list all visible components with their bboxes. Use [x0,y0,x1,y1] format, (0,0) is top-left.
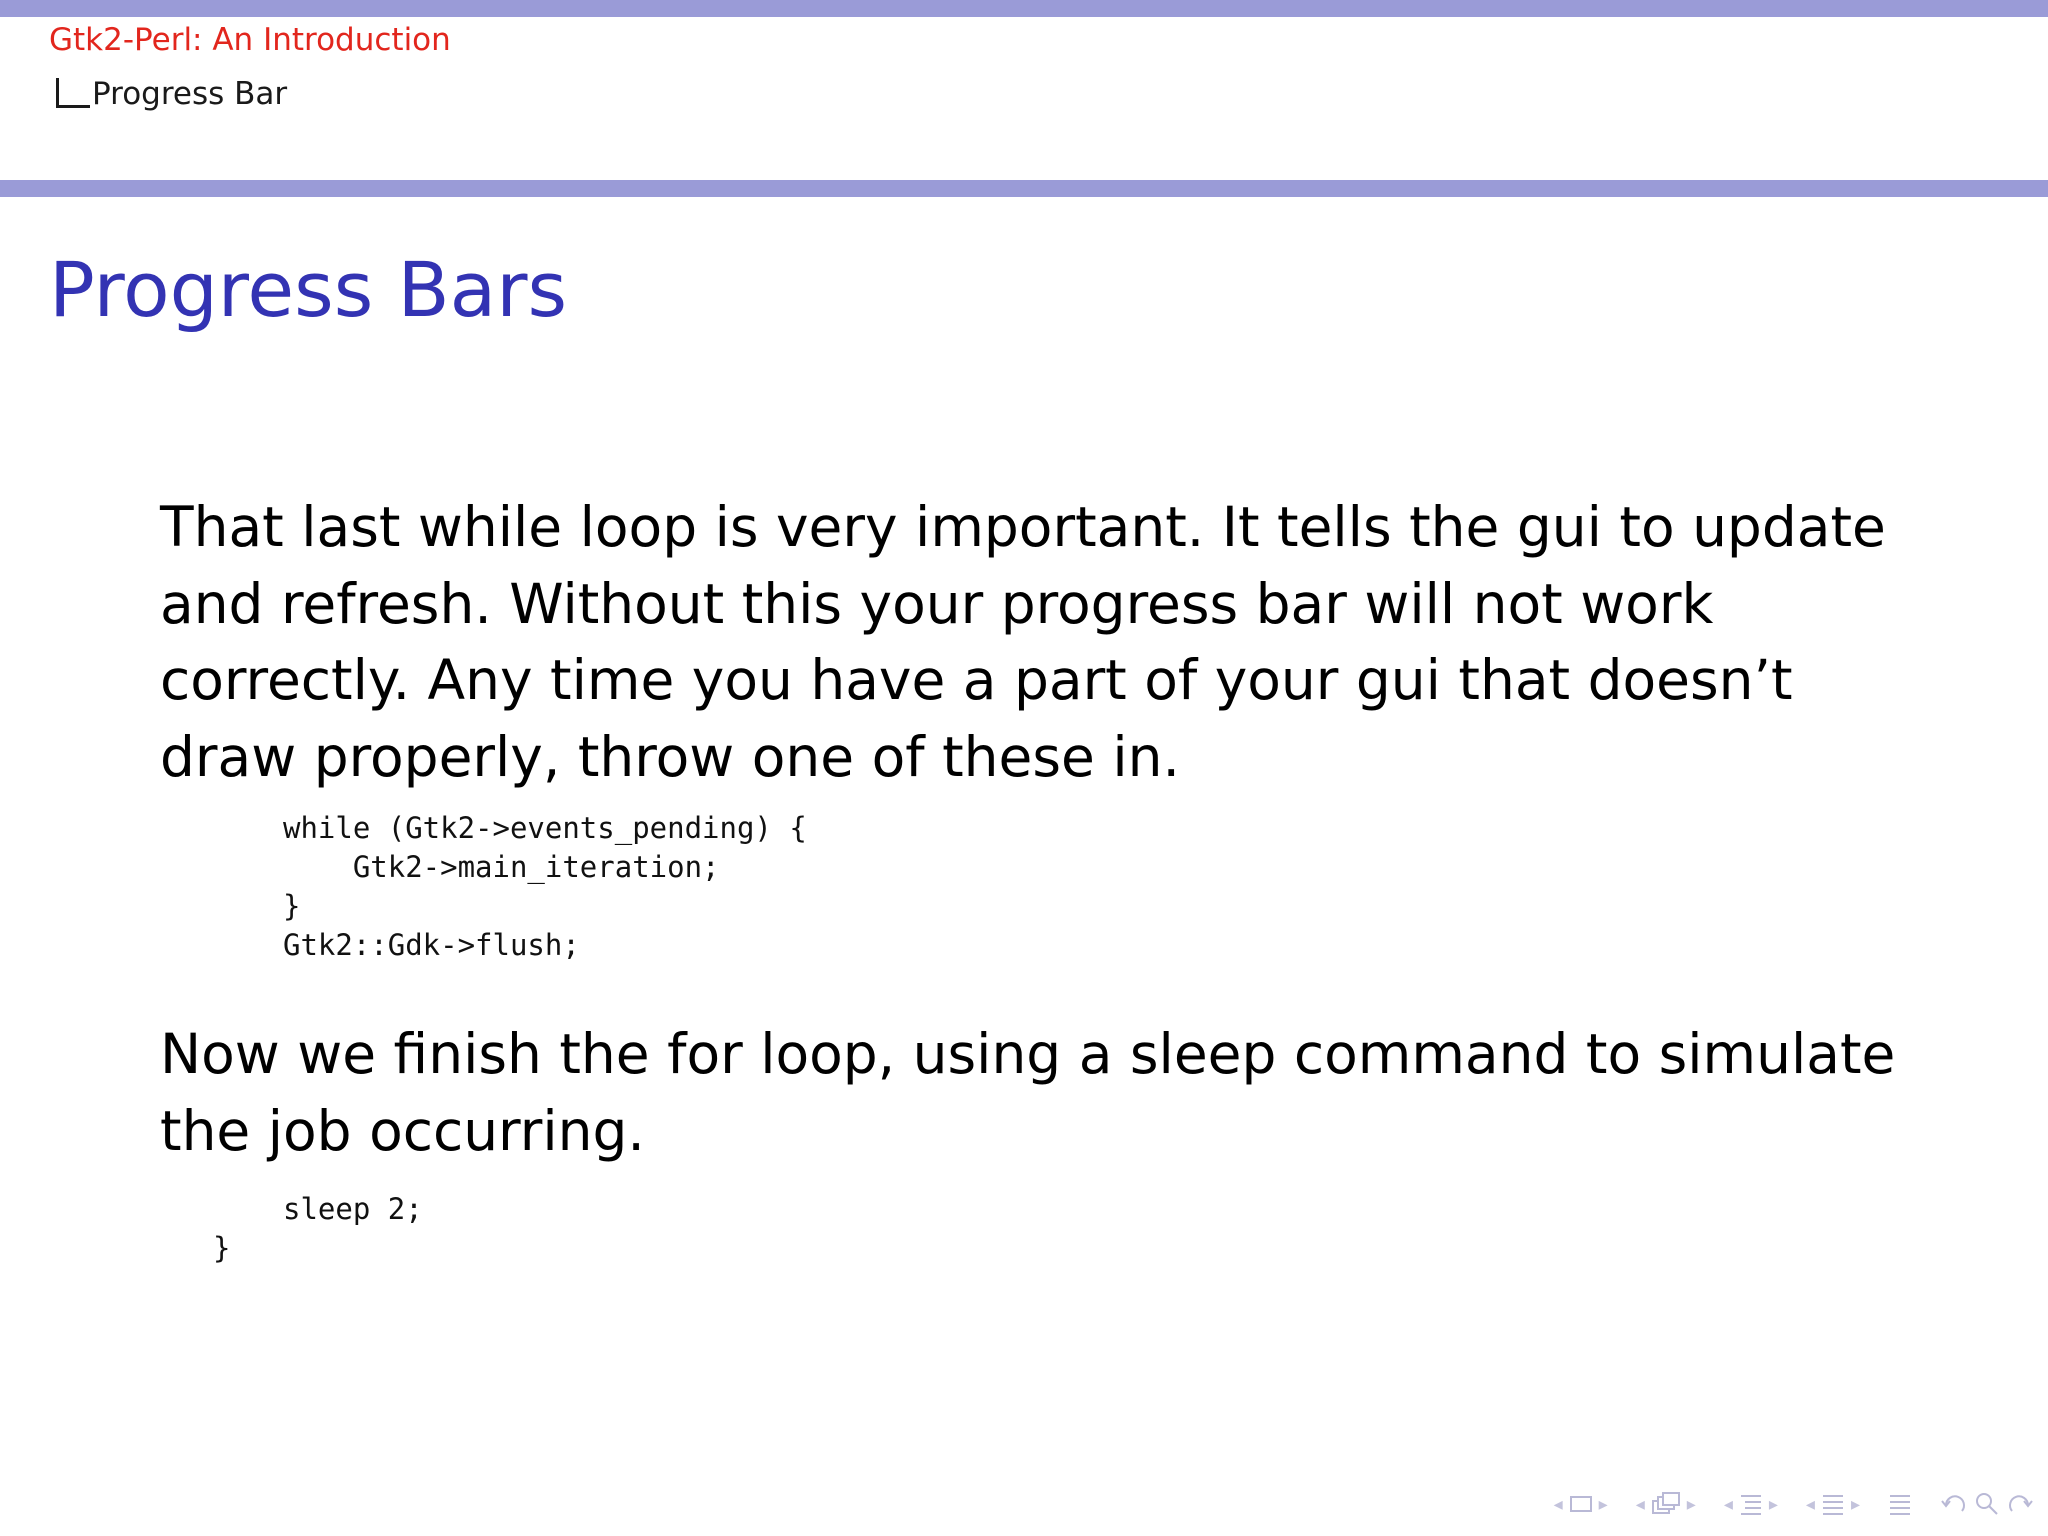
tree-branch-icon [56,78,90,108]
section-navigation [1724,1491,1778,1517]
beamer-navigation-bar [1554,1486,2034,1522]
top-header-rule [0,0,2048,17]
next-section-arrow-icon[interactable]: ▸ [1768,1493,1778,1515]
appendix-icon[interactable] [1888,1491,1912,1517]
previous-frame-arrow-icon[interactable]: ◂ [1553,1493,1563,1515]
section-title[interactable]: Gtk2-Perl: An Introduction [49,22,451,58]
subsection-navigation [1636,1491,1696,1517]
search-icon[interactable] [1974,1491,2000,1517]
document-icon[interactable] [1821,1491,1845,1517]
section-icon[interactable] [1739,1491,1763,1517]
subsection-icon[interactable] [1651,1491,1681,1517]
code-block [283,1190,423,1229]
body-paragraph: That last while loop is very important. It tells the gui to update and refresh. Without this your progress bar will not work correctly. Any time you have a part of your gui that doesn’t draw properly, throw one of these in. [160,495,1886,789]
document-navigation [1806,1491,1860,1517]
next-subsection-arrow-icon[interactable]: ▸ [1686,1493,1696,1515]
subsection-title[interactable]: Progress Bar [92,76,288,112]
appendix-navigation [1888,1491,1912,1517]
header-separator [0,180,2048,197]
next-document-arrow-icon[interactable]: ▸ [1850,1493,1860,1515]
code-block: while (Gtk2->events_pending) { Gtk2->main_iteration; } Gtk2::Gdk->flush; [283,811,807,962]
previous-document-arrow-icon[interactable]: ◂ [1805,1493,1815,1515]
breadcrumb [56,72,287,116]
forward-icon[interactable] [2006,1491,2034,1517]
code-line-brace: } [213,1231,231,1265]
code-line-sleep: sleep 2; [283,1192,423,1226]
frame-title: Progress Bars [49,245,568,334]
frame-navigation [1554,1494,1608,1515]
frame-icon[interactable] [1569,1494,1593,1514]
next-frame-arrow-icon[interactable]: ▸ [1598,1493,1608,1515]
previous-section-arrow-icon[interactable]: ◂ [1723,1493,1733,1515]
back-icon[interactable] [1940,1491,1968,1517]
previous-subsection-arrow-icon[interactable]: ◂ [1635,1493,1645,1515]
body-paragraph: Now we finish the for loop, using a sleep command to simulate the job occurring. [160,1022,1896,1163]
code-block-closing-brace [213,1229,230,1268]
search-navigation [1940,1491,2034,1517]
